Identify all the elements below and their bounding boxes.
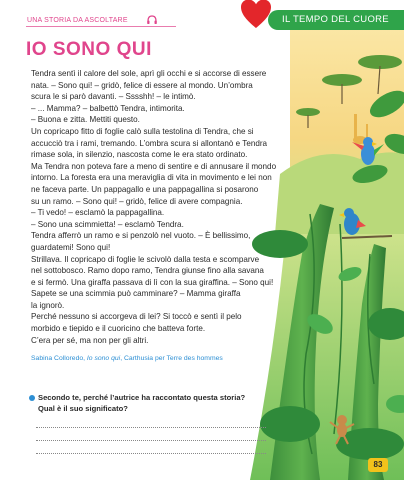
story-line: la ignorò. bbox=[31, 300, 65, 310]
story-line: su un ramo. – Sono qui! – gridò, felice di avere compagnia. bbox=[31, 196, 243, 206]
question-bullet bbox=[29, 395, 35, 401]
banner-title: IL TEMPO DEL CUORE bbox=[282, 14, 389, 25]
story-line: e si fermò. Una giraffa passava di lì con la sua giraffina. – Sono qui! bbox=[31, 277, 274, 287]
story-line: guardatemi! Sono qui! bbox=[31, 242, 111, 252]
answer-line[interactable] bbox=[36, 453, 266, 454]
source-publisher: , Carthusia per Terre des hommes bbox=[120, 355, 223, 362]
story-line: Ma Tendra non poteva fare a meno di sentire e di annusare il mondo bbox=[31, 161, 277, 171]
question-line-2: Qual è il suo significato? bbox=[38, 404, 128, 413]
page-number: 83 bbox=[368, 458, 388, 472]
source-citation bbox=[31, 355, 223, 362]
story-line: nata. – Sono qui! – gridò, felice di essere al mondo. Un’ombra bbox=[31, 80, 253, 90]
story-line: accucciò tra i rami, tremando. L’ombra scura si allontanò e Tendra bbox=[31, 138, 268, 148]
question bbox=[38, 392, 245, 414]
question-line-1: Secondo te, perché l’autrice ha raccontato questa storia? bbox=[38, 393, 246, 402]
story-line: C’era per sé, ma non per gli altri. bbox=[31, 335, 149, 345]
story-line: Tendra afferrò un ramo e si penzolò nel vuoto. – È bellissimo, bbox=[31, 231, 251, 241]
headphones-icon bbox=[146, 14, 158, 26]
source-author: Sabina Colloredo, bbox=[31, 355, 87, 362]
story-line: Perché nessuno si accorgeva di lei? Si toccò e sentì il pelo bbox=[31, 312, 242, 322]
header-rule bbox=[26, 26, 176, 27]
story-line: – Sono una scimmietta! – esclamò Tendra. bbox=[31, 219, 184, 229]
story-line: scura le si parò davanti. – Sssshh! – le intimò. bbox=[31, 92, 196, 102]
story-line: ne faceva parte. Un pappagallo e una pappagallina si posarono bbox=[31, 184, 259, 194]
section-label: UNA STORIA DA ASCOLTARE bbox=[27, 17, 128, 24]
story-line: Strillava. Il copricapo di foglie le scivolò dalla testa e scomparve bbox=[31, 254, 260, 264]
story-text bbox=[31, 68, 291, 346]
story-title: IO SONO QUI bbox=[26, 39, 152, 60]
story-line: morbido e tiepido e il cuoricino che batteva forte. bbox=[31, 324, 206, 334]
story-line: Sapete se una scimmia può camminare? – Mamma giraffa bbox=[31, 289, 241, 299]
story-line: nel sottobosco. Ramo dopo ramo, Tendra giunse fino alla savana bbox=[31, 266, 264, 276]
answer-line[interactable] bbox=[36, 427, 266, 428]
heart-icon bbox=[239, 0, 273, 30]
source-title: Io sono qui bbox=[86, 355, 121, 362]
answer-line[interactable] bbox=[36, 440, 266, 441]
story-line: intorno. La foresta era una meraviglia di vita in movimento e lei non bbox=[31, 173, 272, 183]
story-line: Tendra sentì il calore del sole, aprì gli occhi e si accorse di essere bbox=[31, 69, 267, 78]
story-line: rimase sola, in silenzio, nascosta come le era stato ordinato. bbox=[31, 150, 248, 160]
story-line: – ... Mamma? – balbettò Tendra, intimorita. bbox=[31, 103, 185, 113]
story-line: – Buona e zitta. Mettiti questo. bbox=[31, 115, 140, 125]
story-line: Un copricapo fitto di foglie calò sulla testolina di Tendra, che si bbox=[31, 126, 254, 136]
story-line: – Ti vedo! – esclamò la pappagallina. bbox=[31, 208, 165, 218]
